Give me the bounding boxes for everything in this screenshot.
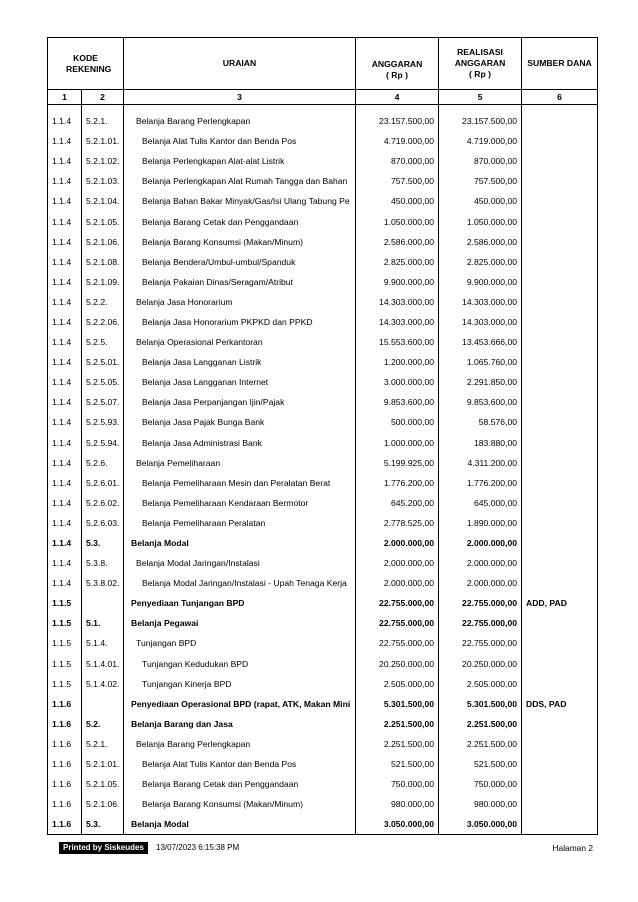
realisasi-cell: 2.000.000,00 <box>439 573 522 593</box>
sumber-dana-cell <box>522 372 598 392</box>
sumber-dana-cell <box>522 332 598 352</box>
table-row <box>48 372 598 392</box>
kode-kegiatan-cell: 1.1.4 <box>48 211 82 231</box>
table-row <box>48 654 598 674</box>
kode-kegiatan-cell: 1.1.4 <box>48 473 82 493</box>
uraian-cell: Penyediaan Operasional BPD (rapat, ATK, Makan Mini <box>124 694 356 714</box>
sumber-dana-cell <box>522 412 598 432</box>
column-number: 2 <box>82 90 124 105</box>
kode-rekening-cell: 5.2.1.06. <box>82 794 124 814</box>
kode-rekening-cell: 5.2.5. <box>82 332 124 352</box>
kode-rekening-cell: 5.2.5.05. <box>82 372 124 392</box>
uraian-cell: Belanja Alat Tulis Kantor dan Benda Pos <box>124 754 356 774</box>
sumber-dana-cell <box>522 272 598 292</box>
sumber-dana-cell <box>522 252 598 272</box>
budget-rows <box>48 111 598 835</box>
kode-kegiatan-cell: 1.1.4 <box>48 493 82 513</box>
sumber-dana-cell <box>522 774 598 794</box>
column-number: 1 <box>48 90 82 105</box>
column-number: 3 <box>124 90 356 105</box>
sumber-dana-header: SUMBER DANA <box>522 38 598 90</box>
realisasi-cell: 2.505.000,00 <box>439 674 522 694</box>
kode-rekening-cell <box>82 593 124 613</box>
realisasi-cell: 9.900.000,00 <box>439 272 522 292</box>
budget-table <box>47 37 598 835</box>
anggaran-cell: 5.301.500,00 <box>356 694 439 714</box>
uraian-cell: Belanja Alat Tulis Kantor dan Benda Pos <box>124 131 356 151</box>
uraian-cell: Belanja Pemeliharaan Peralatan <box>124 513 356 533</box>
kode-rekening-cell: 5.2.5.07. <box>82 392 124 412</box>
realisasi-cell: 4.311.200,00 <box>439 453 522 473</box>
table-row <box>48 433 598 453</box>
anggaran-cell: 750.000,00 <box>356 774 439 794</box>
table-row <box>48 312 598 332</box>
realisasi-cell: 183.880,00 <box>439 433 522 453</box>
realisasi-cell: 2.586.000,00 <box>439 232 522 252</box>
realisasi-cell: 14.303.000,00 <box>439 292 522 312</box>
sumber-dana-cell <box>522 473 598 493</box>
anggaran-cell: 521.500,00 <box>356 754 439 774</box>
anggaran-cell: 9.900.000,00 <box>356 272 439 292</box>
uraian-cell: Belanja Bendera/Umbul-umbul/Spanduk <box>124 252 356 272</box>
realisasi-cell: 5.301.500,00 <box>439 694 522 714</box>
realisasi-cell: 23.157.500,00 <box>439 111 522 131</box>
sumber-dana-cell <box>522 453 598 473</box>
kode-kegiatan-cell: 1.1.6 <box>48 734 82 754</box>
realisasi-cell: 1.890.000,00 <box>439 513 522 533</box>
anggaran-cell: 3.050.000,00 <box>356 814 439 835</box>
table-row <box>48 734 598 754</box>
kode-rekening-cell: 5.3.8. <box>82 553 124 573</box>
sumber-dana-cell <box>522 714 598 734</box>
sumber-dana-cell <box>522 513 598 533</box>
table-row <box>48 694 598 714</box>
uraian-cell: Belanja Barang Cetak dan Penggandaan <box>124 774 356 794</box>
anggaran-cell: 2.000.000,00 <box>356 553 439 573</box>
anggaran-cell: 9.853.600,00 <box>356 392 439 412</box>
anggaran-cell: 23.157.500,00 <box>356 111 439 131</box>
anggaran-cell: 2.000.000,00 <box>356 573 439 593</box>
anggaran-cell: 645.200,00 <box>356 493 439 513</box>
sumber-dana-cell <box>522 232 598 252</box>
kode-rekening-cell: 5.2.1.01. <box>82 754 124 774</box>
kode-rekening-cell: 5.2.6.03. <box>82 513 124 533</box>
column-number: 6 <box>522 90 598 105</box>
kode-rekening-cell: 5.2. <box>82 714 124 734</box>
realisasi-cell: 1.065.760,00 <box>439 352 522 372</box>
sumber-dana-cell <box>522 352 598 372</box>
table-row <box>48 774 598 794</box>
kode-kegiatan-cell: 1.1.6 <box>48 774 82 794</box>
anggaran-cell: 1.050.000,00 <box>356 211 439 231</box>
table-row <box>48 553 598 573</box>
sumber-dana-cell <box>522 674 598 694</box>
sumber-dana-cell <box>522 794 598 814</box>
realisasi-cell: 1.776.200,00 <box>439 473 522 493</box>
kode-kegiatan-cell: 1.1.4 <box>48 412 82 432</box>
kode-kegiatan-cell: 1.1.4 <box>48 553 82 573</box>
uraian-header: URAIAN <box>124 38 356 90</box>
uraian-cell: Belanja Pakaian Dinas/Seragam/Atribut <box>124 272 356 292</box>
kode-kegiatan-cell: 1.1.4 <box>48 191 82 211</box>
sumber-dana-cell: DDS, PAD <box>522 694 598 714</box>
kode-rekening-cell <box>82 694 124 714</box>
uraian-cell: Belanja Barang Konsumsi (Makan/Minum) <box>124 794 356 814</box>
realisasi-cell: 450.000,00 <box>439 191 522 211</box>
uraian-cell: Belanja Pemeliharaan Mesin dan Peralatan Berat <box>124 473 356 493</box>
kode-rekening-cell: 5.2.1. <box>82 734 124 754</box>
anggaran-cell: 2.825.000,00 <box>356 252 439 272</box>
realisasi-cell: 9.853.600,00 <box>439 392 522 412</box>
realisasi-header-unit: ( Rp ) <box>469 69 491 79</box>
uraian-cell: Belanja Barang Perlengkapan <box>124 111 356 131</box>
anggaran-cell: 4.719.000,00 <box>356 131 439 151</box>
kode-rekening-cell: 5.2.6.01. <box>82 473 124 493</box>
table-row <box>48 171 598 191</box>
anggaran-cell: 980.000,00 <box>356 794 439 814</box>
uraian-cell: Belanja Perlengkapan Alat Rumah Tangga dan Bahan <box>124 171 356 191</box>
uraian-cell: Belanja Jasa Perpanjangan Ijin/Pajak <box>124 392 356 412</box>
kode-kegiatan-cell: 1.1.6 <box>48 754 82 774</box>
realisasi-header-line1: REALISASI <box>457 47 503 57</box>
realisasi-cell: 22.755.000,00 <box>439 633 522 653</box>
uraian-cell: Belanja Barang Perlengkapan <box>124 734 356 754</box>
table-row <box>48 412 598 432</box>
realisasi-cell: 4.719.000,00 <box>439 131 522 151</box>
table-row <box>48 573 598 593</box>
anggaran-header-label: ANGGARAN <box>371 58 423 69</box>
sumber-dana-cell <box>522 493 598 513</box>
sumber-dana-cell <box>522 533 598 553</box>
anggaran-cell: 15.553.600,00 <box>356 332 439 352</box>
table-row <box>48 272 598 292</box>
uraian-cell: Tunjangan BPD <box>124 633 356 653</box>
kode-rekening-cell: 5.1. <box>82 613 124 633</box>
realisasi-cell: 13.453.666,00 <box>439 332 522 352</box>
table-row <box>48 252 598 272</box>
uraian-cell: Belanja Jasa Honorarium <box>124 292 356 312</box>
anggaran-cell: 870.000,00 <box>356 151 439 171</box>
kode-rekening-cell: 5.2.1.08. <box>82 252 124 272</box>
kode-kegiatan-cell: 1.1.4 <box>48 171 82 191</box>
realisasi-header <box>439 38 522 90</box>
realisasi-cell: 750.000,00 <box>439 774 522 794</box>
kode-kegiatan-cell: 1.1.4 <box>48 232 82 252</box>
kode-kegiatan-cell: 1.1.6 <box>48 814 82 835</box>
realisasi-cell: 757.500,00 <box>439 171 522 191</box>
uraian-cell: Tunjangan Kinerja BPD <box>124 674 356 694</box>
uraian-cell: Belanja Operasional Perkantoran <box>124 332 356 352</box>
kode-kegiatan-cell: 1.1.4 <box>48 453 82 473</box>
kode-kegiatan-cell: 1.1.6 <box>48 694 82 714</box>
kode-rekening-cell: 5.2.1.04. <box>82 191 124 211</box>
kode-kegiatan-cell: 1.1.4 <box>48 131 82 151</box>
anggaran-cell: 2.505.000,00 <box>356 674 439 694</box>
realisasi-cell: 3.050.000,00 <box>439 814 522 835</box>
table-row <box>48 151 598 171</box>
table-row <box>48 593 598 613</box>
sumber-dana-cell <box>522 573 598 593</box>
anggaran-cell: 2.586.000,00 <box>356 232 439 252</box>
anggaran-header <box>356 38 439 90</box>
uraian-cell: Belanja Modal <box>124 533 356 553</box>
kode-rekening-cell: 5.2.5.94. <box>82 433 124 453</box>
kode-rekening-cell: 5.2.5.93. <box>82 412 124 432</box>
column-number: 5 <box>439 90 522 105</box>
anggaran-cell: 22.755.000,00 <box>356 633 439 653</box>
anggaran-cell: 20.250.000,00 <box>356 654 439 674</box>
table-row <box>48 392 598 412</box>
kode-rekening-cell: 5.2.1.05. <box>82 774 124 794</box>
printed-by-label: Printed by Siskeudes <box>59 842 148 854</box>
kode-kegiatan-cell: 1.1.5 <box>48 633 82 653</box>
sumber-dana-cell <box>522 191 598 211</box>
table-row <box>48 493 598 513</box>
sumber-dana-cell <box>522 111 598 131</box>
realisasi-cell: 1.050.000,00 <box>439 211 522 231</box>
uraian-cell: Penyediaan Tunjangan BPD <box>124 593 356 613</box>
realisasi-cell: 14.303.000,00 <box>439 312 522 332</box>
realisasi-cell: 645.000,00 <box>439 493 522 513</box>
kode-kegiatan-cell: 1.1.4 <box>48 352 82 372</box>
anggaran-cell: 2.778.525,00 <box>356 513 439 533</box>
realisasi-cell: 2.291.850,00 <box>439 372 522 392</box>
table-row <box>48 131 598 151</box>
table-row <box>48 794 598 814</box>
sumber-dana-cell <box>522 151 598 171</box>
uraian-cell: Belanja Barang Cetak dan Penggandaan <box>124 211 356 231</box>
table-row <box>48 533 598 553</box>
printed-timestamp: 13/07/2023 6:15:38 PM <box>156 843 240 852</box>
anggaran-cell: 2.251.500,00 <box>356 734 439 754</box>
kode-kegiatan-cell: 1.1.6 <box>48 714 82 734</box>
realisasi-cell: 2.000.000,00 <box>439 533 522 553</box>
kode-rekening-cell: 5.3. <box>82 814 124 835</box>
table-row <box>48 332 598 352</box>
uraian-cell: Belanja Modal Jaringan/Instalasi <box>124 553 356 573</box>
sumber-dana-cell <box>522 131 598 151</box>
realisasi-cell: 2.825.000,00 <box>439 252 522 272</box>
realisasi-cell: 2.251.500,00 <box>439 714 522 734</box>
uraian-cell: Belanja Jasa Langganan Listrik <box>124 352 356 372</box>
kode-rekening-cell: 5.2.1. <box>82 111 124 131</box>
uraian-cell: Belanja Jasa Honorarium PKPKD dan PPKD <box>124 312 356 332</box>
sumber-dana-cell <box>522 312 598 332</box>
kode-kegiatan-cell: 1.1.4 <box>48 372 82 392</box>
page-number: Halaman 2 <box>552 843 593 853</box>
kode-kegiatan-cell: 1.1.4 <box>48 151 82 171</box>
table-row <box>48 191 598 211</box>
kode-rekening-cell: 5.2.2.06. <box>82 312 124 332</box>
anggaran-cell: 1.776.200,00 <box>356 473 439 493</box>
table-row <box>48 613 598 633</box>
uraian-cell: Belanja Jasa Langganan Internet <box>124 372 356 392</box>
kode-rekening-cell: 5.2.1.03. <box>82 171 124 191</box>
sumber-dana-cell <box>522 392 598 412</box>
kode-kegiatan-cell: 1.1.4 <box>48 573 82 593</box>
kode-kegiatan-cell: 1.1.4 <box>48 252 82 272</box>
sumber-dana-cell <box>522 734 598 754</box>
uraian-cell: Belanja Barang Konsumsi (Makan/Minum) <box>124 232 356 252</box>
realisasi-cell: 22.755.000,00 <box>439 613 522 633</box>
kode-rekening-cell: 5.3.8.02. <box>82 573 124 593</box>
anggaran-cell: 22.755.000,00 <box>356 593 439 613</box>
sumber-dana-cell <box>522 633 598 653</box>
kode-rekening-cell: 5.2.1.09. <box>82 272 124 292</box>
table-row <box>48 814 598 835</box>
uraian-cell: Tunjangan Kedudukan BPD <box>124 654 356 674</box>
anggaran-cell: 1.000.000,00 <box>356 433 439 453</box>
kode-rekening-cell: 5.1.4.01. <box>82 654 124 674</box>
kode-rekening-cell: 5.1.4.02. <box>82 674 124 694</box>
uraian-cell: Belanja Perlengkapan Alat-alat Listrik <box>124 151 356 171</box>
sumber-dana-cell <box>522 433 598 453</box>
kode-kegiatan-cell: 1.1.4 <box>48 392 82 412</box>
kode-rekening-cell: 5.2.1.05. <box>82 211 124 231</box>
uraian-cell: Belanja Modal Jaringan/Instalasi - Upah Tenaga Kerja <box>124 573 356 593</box>
kode-kegiatan-cell: 1.1.4 <box>48 433 82 453</box>
kode-kegiatan-cell: 1.1.4 <box>48 533 82 553</box>
table-row <box>48 714 598 734</box>
anggaran-cell: 757.500,00 <box>356 171 439 191</box>
uraian-cell: Belanja Jasa Administrasi Bank <box>124 433 356 453</box>
sumber-dana-cell <box>522 613 598 633</box>
kode-rekening-cell: 5.2.5.01. <box>82 352 124 372</box>
anggaran-cell: 14.303.000,00 <box>356 312 439 332</box>
anggaran-header-unit: ( Rp ) <box>386 69 408 80</box>
table-row <box>48 473 598 493</box>
kode-kegiatan-cell: 1.1.4 <box>48 332 82 352</box>
table-row <box>48 754 598 774</box>
anggaran-cell: 1.200.000,00 <box>356 352 439 372</box>
table-row <box>48 211 598 231</box>
anggaran-cell: 14.303.000,00 <box>356 292 439 312</box>
realisasi-header-line2: ANGGARAN <box>454 58 506 68</box>
kode-kegiatan-cell: 1.1.5 <box>48 674 82 694</box>
realisasi-cell: 58.576,00 <box>439 412 522 432</box>
anggaran-cell: 3.000.000,00 <box>356 372 439 392</box>
sumber-dana-cell: ADD, PAD <box>522 593 598 613</box>
kode-rekening-cell: 5.2.6.02. <box>82 493 124 513</box>
realisasi-cell: 20.250.000,00 <box>439 654 522 674</box>
kode-rekening-cell: 5.1.4. <box>82 633 124 653</box>
page-footer <box>0 842 638 856</box>
anggaran-cell: 2.251.500,00 <box>356 714 439 734</box>
realisasi-cell: 2.251.500,00 <box>439 734 522 754</box>
uraian-cell: Belanja Pemeliharaan <box>124 453 356 473</box>
uraian-cell: Belanja Modal <box>124 814 356 835</box>
kode-kegiatan-cell: 1.1.4 <box>48 272 82 292</box>
table-row <box>48 352 598 372</box>
uraian-cell: Belanja Bahan Bakar Minyak/Gas/Isi Ulang Tabung Pe <box>124 191 356 211</box>
table-row <box>48 111 598 131</box>
report-sheet <box>47 37 597 835</box>
sumber-dana-cell <box>522 654 598 674</box>
anggaran-cell: 450.000,00 <box>356 191 439 211</box>
kode-kegiatan-cell: 1.1.4 <box>48 111 82 131</box>
kode-kegiatan-cell: 1.1.4 <box>48 312 82 332</box>
table-row <box>48 292 598 312</box>
sumber-dana-cell <box>522 211 598 231</box>
kode-kegiatan-cell: 1.1.4 <box>48 292 82 312</box>
column-number: 4 <box>356 90 439 105</box>
kode-kegiatan-cell: 1.1.5 <box>48 654 82 674</box>
anggaran-cell: 2.000.000,00 <box>356 533 439 553</box>
sumber-dana-cell <box>522 553 598 573</box>
uraian-cell: Belanja Pemeliharaan Kendaraan Bermotor <box>124 493 356 513</box>
kode-rekening-cell: 5.2.6. <box>82 453 124 473</box>
kode-kegiatan-cell: 1.1.5 <box>48 613 82 633</box>
table-row <box>48 232 598 252</box>
anggaran-cell: 500.000,00 <box>356 412 439 432</box>
kode-kegiatan-cell: 1.1.4 <box>48 513 82 533</box>
table-row <box>48 633 598 653</box>
table-row <box>48 453 598 473</box>
realisasi-cell: 870.000,00 <box>439 151 522 171</box>
uraian-cell: Belanja Barang dan Jasa <box>124 714 356 734</box>
table-row <box>48 513 598 533</box>
sumber-dana-cell <box>522 754 598 774</box>
realisasi-cell: 22.755.000,00 <box>439 593 522 613</box>
kode-rekening-header: KODE REKENING <box>48 38 124 90</box>
sumber-dana-cell <box>522 292 598 312</box>
uraian-cell: Belanja Jasa Pajak Bunga Bank <box>124 412 356 432</box>
kode-rekening-cell: 5.2.1.01. <box>82 131 124 151</box>
kode-rekening-cell: 5.2.1.02. <box>82 151 124 171</box>
kode-rekening-cell: 5.3. <box>82 533 124 553</box>
kode-kegiatan-cell: 1.1.5 <box>48 593 82 613</box>
kode-rekening-cell: 5.2.1.06. <box>82 232 124 252</box>
realisasi-cell: 980.000,00 <box>439 794 522 814</box>
anggaran-cell: 5.199.925,00 <box>356 453 439 473</box>
kode-rekening-cell: 5.2.2. <box>82 292 124 312</box>
kode-kegiatan-cell: 1.1.6 <box>48 794 82 814</box>
realisasi-cell: 521.500,00 <box>439 754 522 774</box>
table-row <box>48 674 598 694</box>
uraian-cell: Belanja Pegawai <box>124 613 356 633</box>
anggaran-cell: 22.755.000,00 <box>356 613 439 633</box>
sumber-dana-cell <box>522 171 598 191</box>
realisasi-cell: 2.000.000,00 <box>439 553 522 573</box>
sumber-dana-cell <box>522 814 598 835</box>
